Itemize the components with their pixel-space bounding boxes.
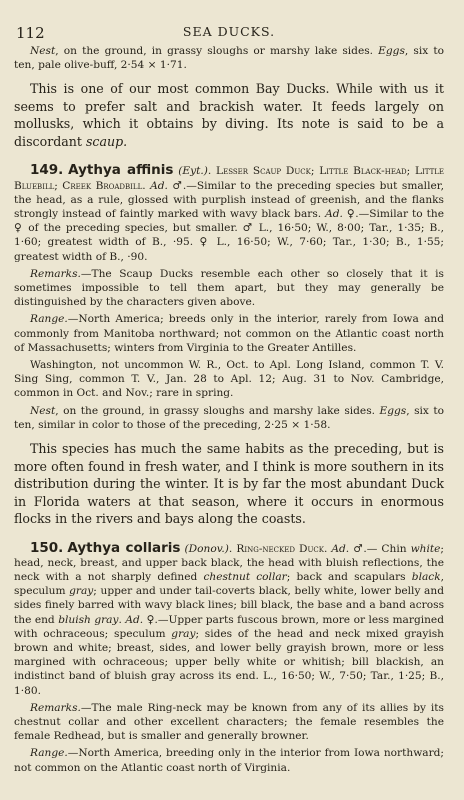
habits-paragraph-prev [14,80,444,150]
desc-part: ; sides of the head and neck mixed grayish brown and white; breast, sides, and lower belly grayish brown, more or less margined with ochraceous; upper belly white or whitish; bill blackish, an indistinct band of bluish gray across its end. L., 16·50; W., 7·50; Tar., 1·25; B., 1·80. [14,627,445,697]
common-name: Ring-necked Duck. [236,542,328,555]
color-term: chestnut collar [203,570,287,583]
nest-text: , on the ground, in grassy sloughs or marshy lake sides. [55,45,379,57]
common-names: Lesser Scaup Duck; Little Black-head; Little Bluebill; Creek Broadbill. [14,165,445,192]
ad-label-female: Ad. [325,208,343,221]
page-header [14,14,444,40]
ad-label-female: Ad. [125,613,144,626]
nest-label: Nest [30,45,56,57]
remarks-149 [14,267,444,310]
habits-149: This species has much the same habits as the preceding, but is more often found in fresh water, and I think is more southern in its distribution during the winter. It is by far the most abundant Duck in Florida waters at that season, where it occurs in enormous flocks in the rivers and bays along the coasts. [14,441,444,527]
habits-text: This is one of our most common Bay Ducks. While with us it seems to prefer salt and brackish water. It feeds largely on mollusks, which it obtains by diving. Its note is said to be a discordant [14,81,444,149]
species-author: (Donov.). [184,542,233,555]
female-description: ♀.—Similar to the ♀ of the preceding species, but smaller. ♂ L., 16·50; W., 8·00; Tar., 1·35; B., 1·60; greatest width of B., ·95. ♀ L., 16·50; W., 7·60; Tar., 1·30; B., 1·55; greatest width of B., ·90. [14,208,444,263]
eggs-text: , six to ten, pale olive-buff, 2·54 × 1·71. [14,45,444,72]
ad-label: Ad. [331,542,350,555]
nest-149 [14,404,444,432]
color-term: bluish gray [58,613,119,626]
nest-text: , on the ground, in grassy sloughs and marshy lake sides. [55,404,380,417]
page-number: 112 [16,24,45,42]
range-text: —North America; breeds only in the interior, rarely from Iowa and commonly from Manitoba northward; not common on the Atlantic coast north of Massachusetts; winters from Virginia to the Greater Antilles. [14,313,444,354]
ad-label: Ad. [150,179,168,192]
desc-part: . [118,613,126,626]
species-author: (Eyt.). [178,165,212,178]
color-term: black [411,570,441,583]
desc-part: ; back and scapulars [286,570,412,583]
range-label: Range. [30,313,68,326]
eggs-label: Eggs [379,404,407,417]
habits-end: scaup. [85,133,128,149]
range-150 [14,746,444,774]
species-number: 149. [30,162,64,179]
range-149 [14,312,444,355]
desc-part: ♀.—Upper parts fuscous brown, more or less margined with ochraceous; speculum [14,613,444,640]
species-number: 150. [30,539,64,556]
nest-label: Nest [30,404,56,417]
color-term: gray [69,585,94,598]
remarks-150 [14,701,444,744]
remarks-label: Remarks. [30,267,81,280]
species-name: Aythya affinis [68,162,174,179]
remarks-text: —The Scaup Ducks resemble each other so closely that it is sometimes impossible to tell them apart, but they may generally be distinguished by the characters given above. [14,267,444,309]
remarks-text: —The male Ring-neck may be known from any of its allies by its chestnut collar and other excellent characters; the female resembles the female Redhead, but is smaller and generally browner. [14,701,444,743]
range-text: —North America, breeding only in the interior from Iowa northward; not common on the Atlantic coast north of Virginia. [14,747,444,774]
desc-part: , speculum [14,570,444,598]
nest-paragraph-prev [14,44,444,72]
species-150-heading [14,541,444,698]
species-name: Aythya collaris [67,539,181,556]
desc-part: ♂.— Chin [353,542,411,555]
desc-part: ; upper and under tail-coverts black, belly white, lower belly and sides finely barred with wavy black lines; bill black, the base and a band across the end [14,585,444,626]
desc-part: ; head, neck, breast, and upper back black, the head with bluish reflections, the neck with a not sharply defined [14,542,444,583]
male-description: ♂.—Similar to the preceding species but smaller, the head, as a rule, glossed with purplish instead of greenish, and the flanks strongly instead of faintly marked with wavy black bars. [14,179,444,221]
range-label: Range. [30,747,68,760]
eggs-text: , six to ten, similar in color to those of the preceding, 2·25 × 1·58. [14,404,444,431]
species-149-heading [14,163,444,263]
remarks-label: Remarks. [30,701,81,714]
color-term: gray [171,627,196,640]
localities-149: Washington, not uncommon W. R., Oct. to Apl. Long Island, common T. V. Sing Sing, common T. V., Jan. 28 to Apl. 12; Aug. 31 to Nov. Cambridge, common in Oct. and Nov.; rare in spring. [14,359,444,400]
running-head: SEA DUCKS. [182,24,276,39]
color-term: white [410,542,441,555]
eggs-label: Eggs [378,45,405,57]
